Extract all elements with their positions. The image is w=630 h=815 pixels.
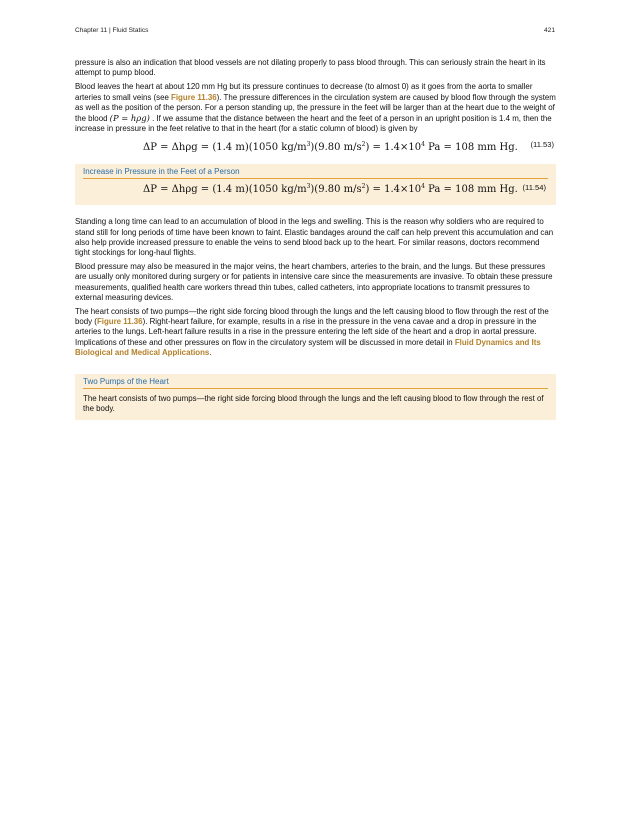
paragraph-2: [75, 82, 556, 134]
figure-link[interactable]: Figure 11.36: [96, 317, 143, 327]
paragraph-4: Blood pressure may also be measured in the major veins, the heart chambers, arteries to the brain, and the lungs. But these pressures are usually only monitored during surgery or for patients in intensive care since the measurements are invasive. To obtain these pressure measurements, qualified health care workers thread thin tubes, called catheters, into appropriate locations to transmit pressures to external measuring devices.: [75, 262, 553, 302]
example-box-title: Increase in Pressure in the Feet of a Person: [83, 167, 548, 179]
figure-link[interactable]: Figure 11.36: [171, 92, 217, 102]
equation-11-54: [83, 181, 548, 199]
summary-box-title: Two Pumps of the Heart: [83, 377, 548, 389]
example-box: [75, 164, 556, 205]
equation-11-53: [75, 138, 556, 158]
equation-body: ΔP = Δhρg = (1.4 m)(1050 $kg/m^3)(9.80$ $m/s^2) = 1.4\times 10^4$ Pa = 108 mm Hg.: [143, 141, 518, 154]
chapter-title: Chapter 11 | Fluid Statics: [75, 27, 149, 34]
equation-number: (11.54): [522, 183, 546, 193]
inline-formula: (P = hρg): [109, 113, 150, 124]
paragraph-2-text-b: ). The pressure differences in the circulation system are caused by blood flow through the system as well as the position of the person. For a person standing up, the pressure in the feet will be larger than at the heart due to the weight of the blood: [75, 92, 556, 124]
paragraph-2-text-c: . If we assume that the distance between the heart and the feet of a person in an upright position is 1.4 m, then the increase in pressure in the feet relative to that in the heart (for a static column of blood) is given by: [75, 114, 552, 134]
paragraph-1: pressure is also an indication that blood vessels are not dilating properly to pass blood through. This can seriously strain the heart in its attempt to pump blood.: [75, 58, 546, 78]
page-number: 421: [543, 27, 555, 34]
equation-body: ΔP = Δhρg = (1.4 m)(1050 $kg/m^3)(9.80$ $m/s^2) = 1.4\times 10^4$ Pa = 108 mm Hg.: [143, 183, 518, 196]
equation-number: (11.53): [530, 140, 554, 150]
page-content: [75, 58, 556, 420]
paragraph-3: Standing a long time can lead to an accumulation of blood in the legs and swelling. This is the reason why soldiers who are required to stand still for long periods of time have been known to faint. Elastic bandages around the calf can help prevent this accumulation and can also help provide increased pressure to enable the veins to send blood back up to the heart. For similar reasons, doctors recommend tight stockings for long-haul flights.: [75, 217, 554, 258]
summary-box: [75, 374, 556, 420]
summary-box-text: The heart consists of two pumps—the right side forcing blood through the lungs and the left causing blood to flow through the rest of the body.: [83, 394, 544, 414]
chapter-link[interactable]: Fluid Dynamics and Its Biological and Medical Applications: [75, 337, 541, 357]
paragraph-5: The heart consists of two pumps—the right side forcing blood through the lungs and the left causing blood to flow through the rest of the body (Figure 11.36). Right-heart failure, for example, results in a rise in the pressure in the vena cavae and a drop in pressure in the arteries to the lungs. Left-heart failure results in a rise in the pressure entering the left side of the heart and a drop in aortal pressure. Implications of these and other pressures on flow in the circulatory system will be discussed in more detail in Fluid Dynamics and Its Biological and Medical Applications.: [75, 307, 549, 357]
paragraph-2-text-a: Blood leaves the heart at about 120 mm Hg but its pressure continues to decrease (to almost 0) as it goes from the aorta to smaller arteries to small veins (see: [75, 82, 533, 102]
